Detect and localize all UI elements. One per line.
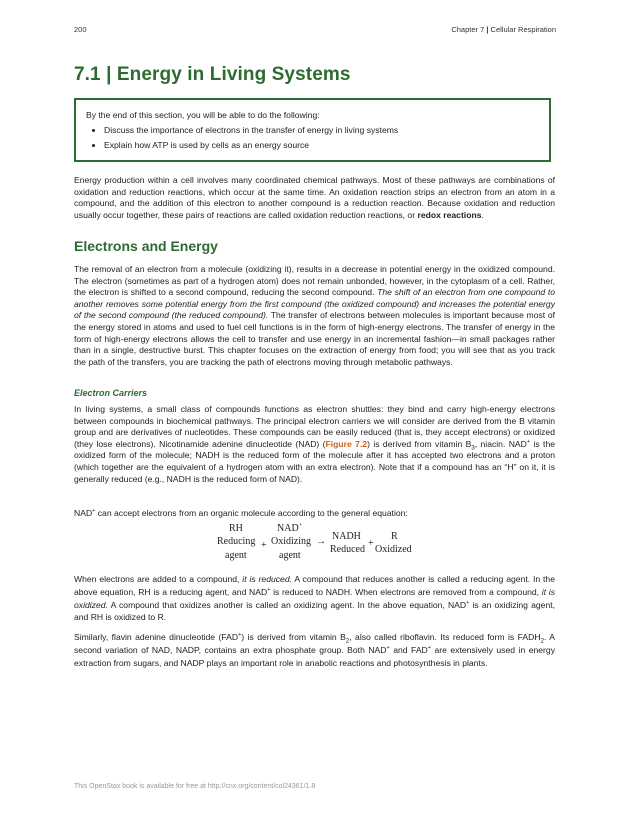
section-heading: Electrons and Energy xyxy=(74,238,218,254)
emphasis-text: The shift of an electron from one compound to another removes some potential energy from the first compound (the oxidized compound) and increases the potential energy of the second compound (the reduced compound). xyxy=(74,287,555,321)
superscript: + xyxy=(298,521,303,529)
fad-paragraph xyxy=(74,631,555,669)
para-text: , also called riboflavin. Its reduced form is FADH xyxy=(349,632,541,642)
subscript: 3 xyxy=(471,445,475,452)
para-text: Energy production within a cell involves many coordinated chemical pathways. Most of these pathways are combinations of oxidation and reduction reactions, which occur at the same time. An oxidation reaction strips an electron from an atom in a compound, and the addition of this electron to another compound is a reduction reaction. Because oxidation and reduction usually occur together, these pairs of reactions are called oxidation reduction reactions, or xyxy=(74,175,555,220)
para-text: and FAD xyxy=(389,644,428,655)
para-text: is an oxidizing agent, and RH is oxidized to R. xyxy=(74,599,555,623)
para-text: . xyxy=(481,209,484,220)
objectives-list xyxy=(86,125,541,150)
eq-nad xyxy=(277,523,302,534)
para-text: are extensively used in energy extraction from sugars, and NADP plays an important role in anabolic reactions and photosynthesis in plants. xyxy=(74,644,555,668)
subscript: 2 xyxy=(540,638,544,645)
para-text: Similarly, flavin adenine dinucleotide (FAD xyxy=(74,632,239,642)
page-footer: This OpenStax book is available for free at http://cnx.org/content/col24361/1.8 xyxy=(74,783,316,790)
para-text: . A second variation of NAD, NADP, contains an extra phosphate group. Both NAD xyxy=(74,632,555,655)
eq-rh: RH xyxy=(229,523,243,534)
para-text: A compound that reduces another is called a reducing agent. In the above equation, RH is a reducing agent, and NAD xyxy=(74,574,555,597)
para-text: The removal of an electron from a molecule (oxidizing it), results in a decrease in potential energy in the oxidized compound. The electron (sometimes as part of a hydrogen atom) does not remain unbonded, however, in the cytoplasm of a cell. Rather, the electron is shifted to a second compound, reducing the second compound. xyxy=(74,264,555,298)
running-header: Chapter 7 | Cellular Respiration xyxy=(451,25,556,34)
para-text: can accept electrons from an organic molecule according to the general equation: xyxy=(95,508,408,518)
page-number: 200 xyxy=(74,25,87,34)
superscript: + xyxy=(267,586,271,593)
eq-plus-1: + xyxy=(261,540,267,551)
emphasis-text: it is reduced. xyxy=(242,574,292,584)
para-text: A compound that oxidizes another is called an oxidizing agent. In the above equation, NAD xyxy=(107,599,467,610)
para-text: is the oxidized form of the molecule; NADH is the reduced form of the molecule after it has accepted two electrons and a proton (which together are the equivalent of a hydrogen atom with an extra electron). Note that if a compound has an “H” on it, it is generally reduced (e.g., NADH is the reduced form of NAD). xyxy=(74,438,556,484)
eq-arrow: → xyxy=(316,536,326,547)
eq-plus-2: + xyxy=(368,538,374,549)
eq-nadh-label: Reduced xyxy=(330,544,365,555)
figure-link[interactable]: Figure 7.2 xyxy=(325,438,368,449)
eq-nadh: NADH xyxy=(332,531,361,542)
eq-rh-label-2: agent xyxy=(225,550,247,561)
emphasis-text: it is oxidized. xyxy=(74,586,555,610)
eq-rh-label-1: Reducing xyxy=(217,536,256,547)
para-text: is reduced to NADH. When electrons are removed from a compound, xyxy=(270,586,542,597)
para-text: , niacin. NAD xyxy=(474,438,527,449)
eq-nad-text: NAD xyxy=(277,523,299,534)
superscript: + xyxy=(238,632,242,639)
subscript: 2 xyxy=(345,638,350,645)
para-text: The transfer of electrons between molecules is important because most of the energy stored in atoms and used to fuel cell functions is in the form of high-energy electrons. The transfer of energy in the form of high-energy electrons allows the cell to transfer and use energy in an incremental fashion—in small packages rather than in a single, destructive burst. This chapter focuses on the extraction of energy from food; you will see that as you track the path of the transfers, you are tracking the path of electrons moving through metabolic pathways. xyxy=(74,310,556,367)
objectives-intro: By the end of this section, you will be able to do the following: xyxy=(86,110,320,120)
subheading: Electron Carriers xyxy=(74,388,148,398)
eq-nad-label-1: Oxidizing xyxy=(271,536,311,547)
para-text: NAD xyxy=(74,508,93,518)
para-text: When electrons are added to a compound, xyxy=(74,574,243,584)
superscript: + xyxy=(526,438,531,445)
objective-item: • Discuss the importance of electrons in the transfer of energy in living systems xyxy=(104,125,541,135)
superscript: + xyxy=(92,508,96,515)
chapter-label: Chapter 7 xyxy=(451,25,485,34)
chapter-title: Cellular Respiration xyxy=(490,25,556,34)
objective-item: • Explain how ATP is used by cells as an energy source xyxy=(104,140,541,150)
intro-paragraph xyxy=(74,175,555,221)
section-title: 7.1 | Energy in Living Systems xyxy=(74,64,351,85)
para-text: ) is derived from vitamin B xyxy=(241,632,346,642)
eq-nad-label-2: agent xyxy=(279,550,301,561)
superscript: + xyxy=(386,644,390,651)
para-text: ) is derived from vitamin B xyxy=(367,438,472,449)
eq-r: R xyxy=(391,531,398,542)
electron-carriers-paragraph xyxy=(74,404,555,485)
key-term: redox reactions xyxy=(417,209,482,220)
equation-intro-paragraph xyxy=(74,508,555,520)
para-text: In living systems, a small class of compounds functions as electron shuttles: they bind and carry high-energy electrons between compounds in biochemical pathways. The principal electron carriers we will consider are derived from the B vitamin group and are derivatives of nucleotides. These compounds can be easily reduced (that is, they accept electrons) or oxidized (they lose electrons). Nicotinamide adenine dinucleotide (NAD) ( xyxy=(74,404,555,449)
learning-objectives-box xyxy=(74,98,551,162)
electrons-energy-paragraph xyxy=(74,264,555,368)
reduction-paragraph xyxy=(74,573,555,624)
redox-equation xyxy=(215,523,425,565)
superscript: + xyxy=(427,644,431,651)
eq-r-label: Oxidized xyxy=(375,544,412,555)
superscript: + xyxy=(466,599,470,606)
